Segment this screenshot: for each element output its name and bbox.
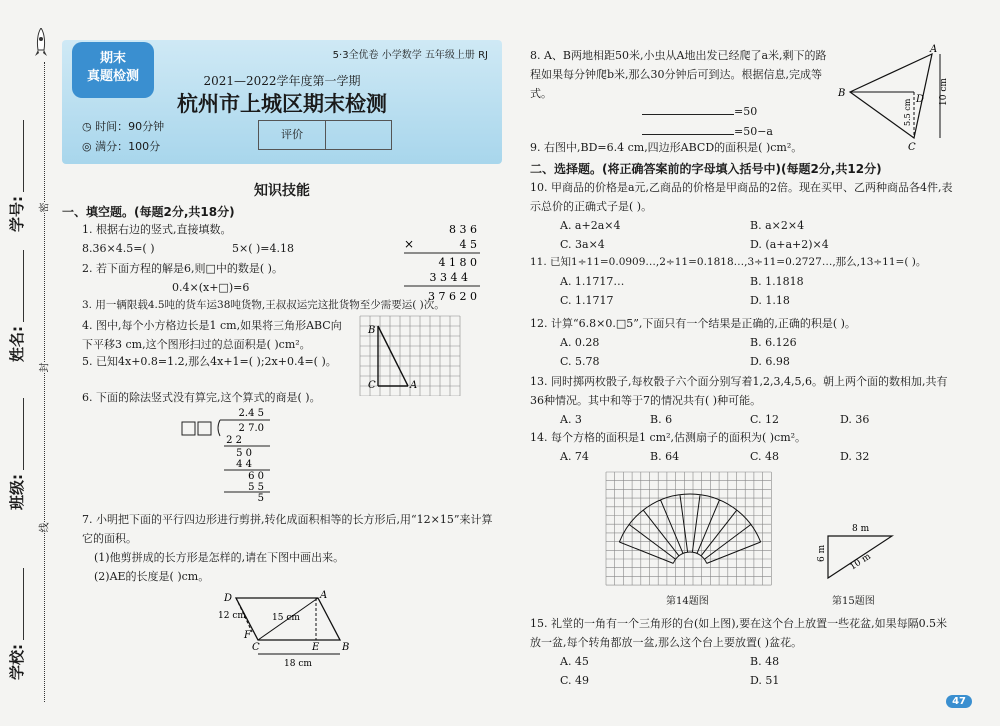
fig14-caption: 第14题图 xyxy=(666,596,709,607)
svg-text:15 cm: 15 cm xyxy=(272,613,300,623)
q14-option-a[interactable]: A. 74 xyxy=(560,450,589,463)
question-4: 4. 图中,每个小方格边长是1 cm,如果将三角形ABC向下平移3 cm,这个图形扫过的总面积是( )cm²。 xyxy=(82,319,342,351)
question-12: 12. 计算“6.8×0.□5”,下面只有一个结果是正确的,正确的积是( )。 xyxy=(530,317,856,330)
q14-option-c[interactable]: C. 48 xyxy=(750,450,780,463)
svg-text:10 m: 10 m xyxy=(848,551,873,573)
question-11: 11. 已知1÷11=0.0909…,2÷11=0.1818…,3÷11=0.2727…,那么,13÷11=( )。 xyxy=(530,256,927,268)
q2-equation: 0.4×(x+□)=6 xyxy=(172,281,250,294)
question-5: 5. 已知4x+0.8=1.2,那么4x+1=( );2x+0.4=( )。 xyxy=(82,355,337,368)
section-multiple-choice: 二、选择题。(将正确答案前的字母填入括号中)(每题2分,共12分) xyxy=(530,162,882,176)
q7-part-2[interactable]: (2)AE的长度是( )cm。 xyxy=(94,570,210,583)
question-2: 2. 若下面方程的解是6,则□中的数是( )。 xyxy=(82,262,283,275)
question-15: 15. 礼堂的一角有一个三角形的台(如上图),要在这个台上放置一些花盆,如果每隔0.5米放一盆,每个转角都放一盆,那么这个台上要放置( )盆花。 xyxy=(530,617,948,649)
left-page xyxy=(62,40,502,726)
point-label: B xyxy=(368,325,376,336)
student-id-field[interactable]: 学号: xyxy=(6,120,27,232)
blank-box xyxy=(182,422,195,435)
school-field[interactable]: 学校: xyxy=(6,568,27,680)
seal-mark-1: 密 xyxy=(36,203,51,213)
svg-text:8 m: 8 m xyxy=(852,524,870,534)
q13-option-b[interactable]: B. 6 xyxy=(650,413,673,426)
question-1: 1. 根据右边的竖式,直接填数。 xyxy=(82,223,232,236)
mult-row: 8 3 6 xyxy=(449,223,477,236)
full-score: ◎ 满分：100分 xyxy=(82,140,161,153)
q15-option-a[interactable]: A. 45 xyxy=(560,655,589,668)
fig15-caption: 第15题图 xyxy=(832,596,875,607)
q1-blank-a[interactable]: 8.36×4.5=( ) xyxy=(82,242,155,255)
q11-option-b[interactable]: B. 1.1818 xyxy=(750,275,804,288)
svg-text:2.4 5: 2.4 5 xyxy=(238,408,264,419)
school-year: 2021—2022学年度第一学期 xyxy=(203,74,361,88)
q8-equation-2[interactable]: =50−a xyxy=(642,122,773,141)
binding-strip xyxy=(0,0,60,726)
q10-option-a[interactable]: A. a+2a×4 xyxy=(560,219,621,232)
svg-text:10 cm: 10 cm xyxy=(939,78,949,106)
q12-option-d[interactable]: D. 6.98 xyxy=(750,355,790,368)
svg-text:A: A xyxy=(320,590,328,601)
svg-text:B: B xyxy=(838,88,846,99)
question-3: 3. 用一辆限载4.5吨的货车运38吨货物,王叔叔运完这批货物至少需要运( )次。 xyxy=(82,299,445,311)
svg-text:12 cm: 12 cm xyxy=(218,611,246,621)
q7-parallelogram xyxy=(212,588,362,668)
svg-text:C: C xyxy=(252,642,260,653)
q12-option-a[interactable]: A. 0.28 xyxy=(560,336,600,349)
seal-mark-3: 线 xyxy=(36,523,51,533)
question-8: 8. A、B两地相距50米,小虫从A地出发已经爬了a米,剩下的路程如果每分钟爬b米,那么30分钟后可到达。根据信息,完成等式。 xyxy=(530,49,827,100)
q14-fan-grid xyxy=(604,470,774,594)
svg-text:18 cm: 18 cm xyxy=(284,659,312,668)
class-field[interactable]: 班级: xyxy=(6,398,27,510)
seal-dotted-line xyxy=(44,62,45,702)
right-page xyxy=(530,40,970,726)
q7-part-1: (1)他剪拼成的长方形是怎样的,请在下图中画出来。 xyxy=(94,551,345,564)
seal-mark-2: 封 xyxy=(36,363,51,373)
svg-text:5 0: 5 0 xyxy=(236,448,252,459)
svg-text:2 2: 2 2 xyxy=(226,435,242,446)
svg-text:6 m: 6 m xyxy=(817,544,827,562)
q1-blank-b[interactable]: 5×( )=4.18 xyxy=(232,242,295,255)
header-banner xyxy=(62,40,502,164)
q12-option-c[interactable]: C. 5.78 xyxy=(560,355,600,368)
q11-option-c[interactable]: C. 1.1717 xyxy=(560,294,614,307)
q4-grid-figure xyxy=(356,312,484,396)
mult-row: 3 7 6 2 0 xyxy=(428,290,477,303)
q15-triangle xyxy=(816,518,898,584)
section-fill-blank: 一、填空题。(每题2分,共18分) xyxy=(62,205,235,219)
svg-text:5 5: 5 5 xyxy=(248,482,264,493)
q11-option-a[interactable]: A. 1.1717… xyxy=(560,275,625,288)
q9-quadrilateral xyxy=(836,44,952,152)
svg-text:D: D xyxy=(224,593,233,604)
rocket-icon xyxy=(34,28,48,58)
series-label: 5·3全优卷 小学数学 五年级上册 RJ xyxy=(332,50,488,61)
q13-option-a[interactable]: A. 3 xyxy=(560,413,582,426)
q11-option-d[interactable]: D. 1.18 xyxy=(750,294,790,307)
svg-text:6 0: 6 0 xyxy=(248,471,264,482)
grid-lines xyxy=(606,472,771,585)
svg-text:5.5 cm: 5.5 cm xyxy=(903,98,912,126)
q6-division xyxy=(180,406,280,502)
svg-text:F: F xyxy=(244,630,251,641)
svg-text:4 4: 4 4 xyxy=(236,459,252,470)
mult-row: 4 1 8 0 xyxy=(438,256,477,269)
point-label: A xyxy=(410,380,418,391)
name-field[interactable]: 姓名: xyxy=(6,250,27,362)
point-label: C xyxy=(368,380,376,391)
q15-option-b[interactable]: B. 48 xyxy=(750,655,780,668)
question-7: 7. 小明把下面的平行四边形进行剪拼,转化成面积相等的长方形后,用“12×15”来计算它的面积。 xyxy=(82,513,493,545)
q13-option-d[interactable]: D. 36 xyxy=(840,413,870,426)
mult-row: 3 3 4 4 xyxy=(429,271,468,284)
q15-option-d[interactable]: D. 51 xyxy=(750,674,780,687)
question-9: 9. 右图中,BD=6.4 cm,四边形ABCD的面积是( )cm²。 xyxy=(530,141,803,154)
svg-text:A: A xyxy=(930,44,938,55)
evaluation-box[interactable]: 评价 xyxy=(258,120,392,150)
subject-heading: 知识技能 xyxy=(254,183,310,199)
q10-option-d[interactable]: D. (a+a+2)×4 xyxy=(750,238,829,251)
exam-badge: 期末 真题检测 xyxy=(72,42,154,98)
mult-row: 4 5 xyxy=(459,238,477,251)
time-limit: ◷ 时间：90分钟 xyxy=(82,120,165,133)
clock-icon: ◷ xyxy=(82,120,96,133)
svg-text:E: E xyxy=(312,642,320,653)
q14-option-d[interactable]: D. 32 xyxy=(840,450,870,463)
question-14: 14. 每个方格的面积是1 cm²,估测扇子的面积为( )cm²。 xyxy=(530,431,807,444)
times-icon: × xyxy=(404,237,415,251)
svg-text:D: D xyxy=(916,94,925,105)
check-icon: ◎ xyxy=(82,140,96,153)
blank-box xyxy=(198,422,211,435)
q12-option-b[interactable]: B. 6.126 xyxy=(750,336,797,349)
q10-option-b[interactable]: B. a×2×4 xyxy=(750,219,805,232)
question-6: 6. 下面的除法竖式没有算完,这个算式的商是( )。 xyxy=(82,391,321,404)
q13-option-c[interactable]: C. 12 xyxy=(750,413,780,426)
page-title: 杭州市上城区期末检测 xyxy=(177,92,387,116)
page-number: 47 xyxy=(946,695,972,708)
svg-text:5: 5 xyxy=(257,493,264,502)
svg-text:2 7.0: 2 7.0 xyxy=(238,423,264,434)
question-13: 13. 同时掷两枚骰子,每枚骰子六个面分别写着1,2,3,4,5,6。朝上两个面的数相加,共有36种情况。其中和等于7的情况共有( )种可能。 xyxy=(530,375,948,407)
svg-text:B: B xyxy=(342,642,350,653)
q10-option-c[interactable]: C. 3a×4 xyxy=(560,238,605,251)
q14-option-b[interactable]: B. 64 xyxy=(650,450,680,463)
q8-equation-1[interactable]: =50 xyxy=(642,102,757,121)
question-10: 10. 甲商品的价格是a元,乙商品的价格是甲商品的2倍。现在买甲、乙两种商品各4件,表示总价的正确式子是( )。 xyxy=(530,181,953,213)
q15-option-c[interactable]: C. 49 xyxy=(560,674,590,687)
svg-text:C: C xyxy=(908,142,916,152)
